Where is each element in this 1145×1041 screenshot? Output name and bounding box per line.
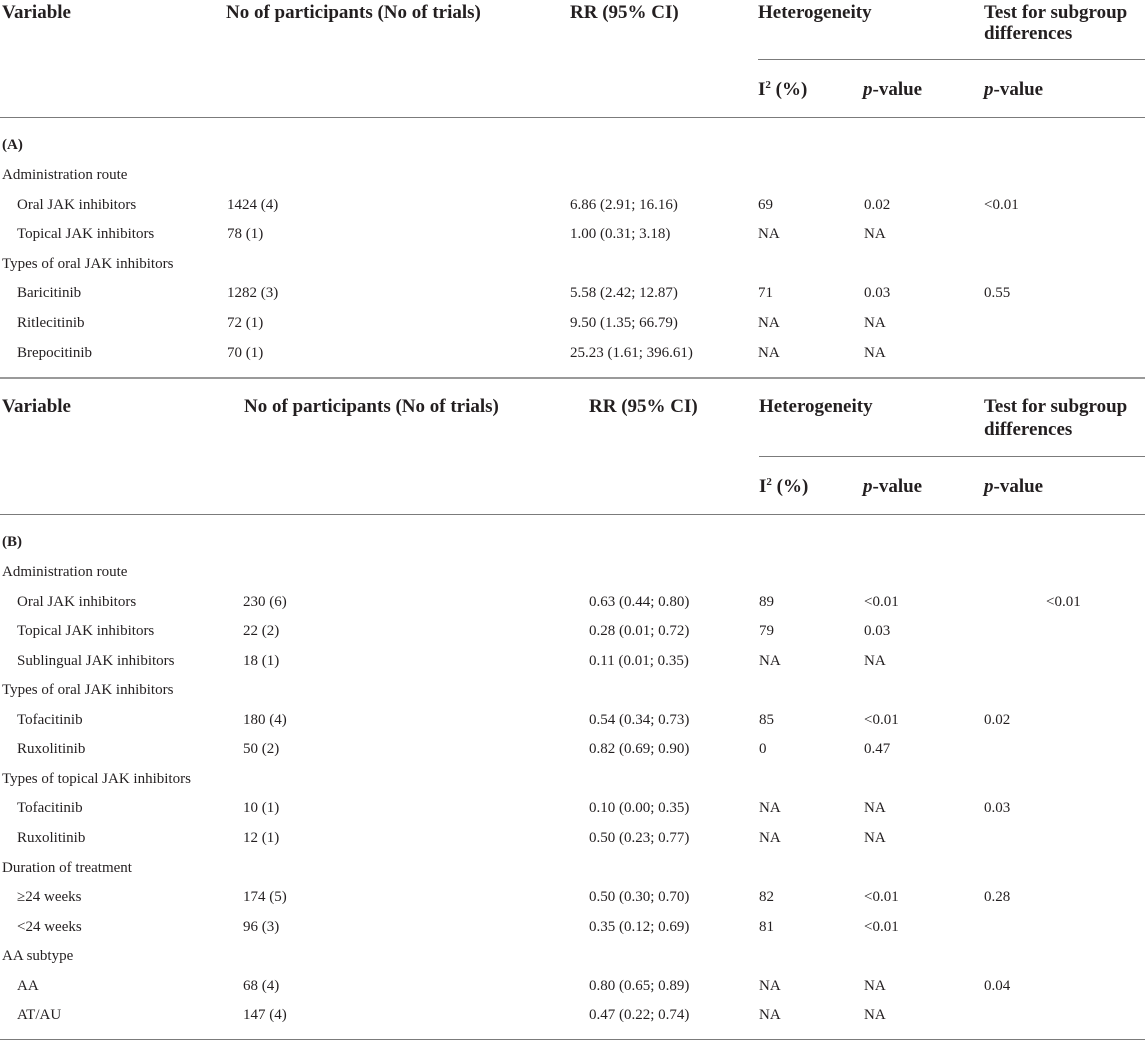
row-variable: AT/AU (17, 1007, 62, 1023)
header-participants: No of participants (No of trials) (244, 396, 499, 417)
row-variable: Baricitinib (17, 285, 82, 301)
row-rr: 0.50 (0.23; 0.77) (589, 830, 690, 846)
row-participants: 22 (2) (243, 623, 280, 639)
row-subgroup-p-value: <0.01 (984, 197, 1019, 213)
header-subgroup-line2: differences (984, 419, 1073, 440)
row-group-label: AA subtype (2, 948, 74, 964)
header-bottom-rule (0, 514, 1145, 515)
row-rr: 0.54 (0.34; 0.73) (589, 712, 690, 728)
row-i2: NA (758, 315, 780, 331)
header-variable: Variable (2, 2, 71, 23)
row-group-label: Duration of treatment (2, 860, 132, 876)
row-i2: 81 (759, 919, 774, 935)
header-heterogeneity: Heterogeneity (758, 2, 872, 23)
row-i2: 79 (759, 623, 774, 639)
row-participants: 18 (1) (243, 653, 280, 669)
header-subgroup-line1: Test for subgroup (984, 2, 1128, 23)
row-variable: Sublingual JAK inhibitors (17, 653, 175, 669)
row-subgroup-p-value: 0.04 (984, 978, 1011, 994)
row-i2: 82 (759, 889, 774, 905)
row-p-value: <0.01 (864, 889, 899, 905)
row-variable: Topical JAK inhibitors (17, 226, 155, 242)
row-participants: 147 (4) (243, 1007, 287, 1023)
row-rr: 0.35 (0.12; 0.69) (589, 919, 690, 935)
row-participants: 70 (1) (227, 345, 264, 361)
row-p-value: 0.03 (864, 285, 891, 301)
header-subgroup-p-value: p-value (984, 79, 1044, 100)
row-rr: 0.50 (0.30; 0.70) (589, 889, 690, 905)
row-p-value: 0.47 (864, 741, 891, 757)
row-p-value: <0.01 (864, 712, 899, 728)
row-i2: 85 (759, 712, 774, 728)
row-variable: Oral JAK inhibitors (17, 197, 137, 213)
row-subgroup-p-value: 0.55 (984, 285, 1011, 301)
row-p-value: NA (864, 978, 886, 994)
row-variable: Tofacitinib (17, 800, 83, 816)
row-group-label: Administration route (2, 564, 128, 580)
row-participants: 180 (4) (243, 712, 287, 728)
header-p-value: p-value (863, 79, 923, 100)
panel-label: (A) (2, 137, 23, 153)
row-rr: 0.82 (0.69; 0.90) (589, 741, 690, 757)
row-participants: 10 (1) (243, 800, 280, 816)
header-i2: $I^2$ (%) (758, 79, 808, 100)
row-participants: 12 (1) (243, 830, 280, 846)
header-subgroup-line2: differences (984, 23, 1073, 44)
row-p-value: NA (864, 1007, 886, 1023)
row-p-value: NA (864, 653, 886, 669)
row-variable: Topical JAK inhibitors (17, 623, 155, 639)
row-participants: 68 (4) (243, 978, 280, 994)
header-subrule (758, 59, 1145, 60)
row-variable: Ruxolitinib (17, 741, 86, 757)
row-p-value: 0.03 (864, 623, 891, 639)
row-subgroup-p-value: 0.28 (984, 889, 1011, 905)
table-bottom-rule (0, 1039, 1145, 1040)
row-i2: 0 (759, 741, 767, 757)
row-variable: Brepocitinib (17, 345, 92, 361)
row-rr: 0.28 (0.01; 0.72) (589, 623, 690, 639)
row-group-label: Types of topical JAK inhibitors (2, 771, 191, 787)
row-rr: 0.11 (0.01; 0.35) (589, 653, 689, 669)
header-subgroup-line1: Test for subgroup (984, 396, 1128, 417)
header-subgroup-p-value: p-value (984, 476, 1044, 497)
row-rr: 5.58 (2.42; 12.87) (570, 285, 678, 301)
row-variable: AA (17, 978, 39, 994)
row-participants: 78 (1) (227, 226, 264, 242)
row-participants: 96 (3) (243, 919, 280, 935)
row-variable: <24 weeks (17, 919, 82, 935)
row-variable: Ritlecitinib (17, 315, 85, 331)
header-bottom-rule (0, 117, 1145, 118)
row-i2: NA (759, 830, 781, 846)
row-rr: 6.86 (2.91; 16.16) (570, 197, 678, 213)
row-rr: 25.23 (1.61; 396.61) (570, 345, 693, 361)
row-rr: 0.63 (0.44; 0.80) (589, 594, 690, 610)
row-rr: 9.50 (1.35; 66.79) (570, 315, 678, 331)
row-p-value: <0.01 (864, 594, 899, 610)
row-p-value: 0.02 (864, 197, 891, 213)
row-rr: 1.00 (0.31; 3.18) (570, 226, 671, 242)
row-group-label: Types of oral JAK inhibitors (2, 682, 174, 698)
row-subgroup-p-value: <0.01 (1046, 594, 1081, 610)
row-p-value: NA (864, 830, 886, 846)
row-rr: 0.10 (0.00; 0.35) (589, 800, 690, 816)
row-i2: 71 (758, 285, 773, 301)
row-rr: 0.80 (0.65; 0.89) (589, 978, 690, 994)
row-p-value: NA (864, 226, 886, 242)
table-panel-a (0, 0, 1145, 378)
row-participants: 230 (6) (243, 594, 287, 610)
row-variable: ≥24 weeks (17, 889, 82, 905)
row-group-label: Types of oral JAK inhibitors (2, 256, 174, 272)
header-participants: No of participants (No of trials) (226, 2, 481, 23)
header-p-value: p-value (863, 476, 923, 497)
header-variable: Variable (2, 396, 71, 417)
row-rr: 0.47 (0.22; 0.74) (589, 1007, 690, 1023)
row-i2: NA (758, 226, 780, 242)
row-subgroup-p-value: 0.03 (984, 800, 1011, 816)
row-i2: NA (759, 978, 781, 994)
header-subrule (759, 456, 1145, 457)
panel-label: (B) (2, 534, 22, 550)
row-participants: 50 (2) (243, 741, 280, 757)
row-variable: Tofacitinib (17, 712, 83, 728)
row-p-value: NA (864, 800, 886, 816)
header-i2: $I^2$ (%) (759, 476, 809, 497)
row-p-value: NA (864, 345, 886, 361)
table-panel-b (0, 378, 1145, 1041)
row-i2: NA (758, 345, 780, 361)
row-participants: 1282 (3) (227, 285, 279, 301)
row-p-value: <0.01 (864, 919, 899, 935)
header-rr: RR (95% CI) (589, 396, 698, 417)
row-i2: NA (759, 653, 781, 669)
header-heterogeneity: Heterogeneity (759, 396, 873, 417)
row-i2: NA (759, 1007, 781, 1023)
header-rr: RR (95% CI) (570, 2, 679, 23)
row-group-label: Administration route (2, 167, 128, 183)
row-subgroup-p-value: 0.02 (984, 712, 1011, 728)
row-variable: Ruxolitinib (17, 830, 86, 846)
row-variable: Oral JAK inhibitors (17, 594, 137, 610)
row-participants: 174 (5) (243, 889, 287, 905)
row-i2: 69 (758, 197, 773, 213)
row-participants: 72 (1) (227, 315, 264, 331)
row-p-value: NA (864, 315, 886, 331)
row-i2: NA (759, 800, 781, 816)
row-participants: 1424 (4) (227, 197, 279, 213)
row-i2: 89 (759, 594, 774, 610)
